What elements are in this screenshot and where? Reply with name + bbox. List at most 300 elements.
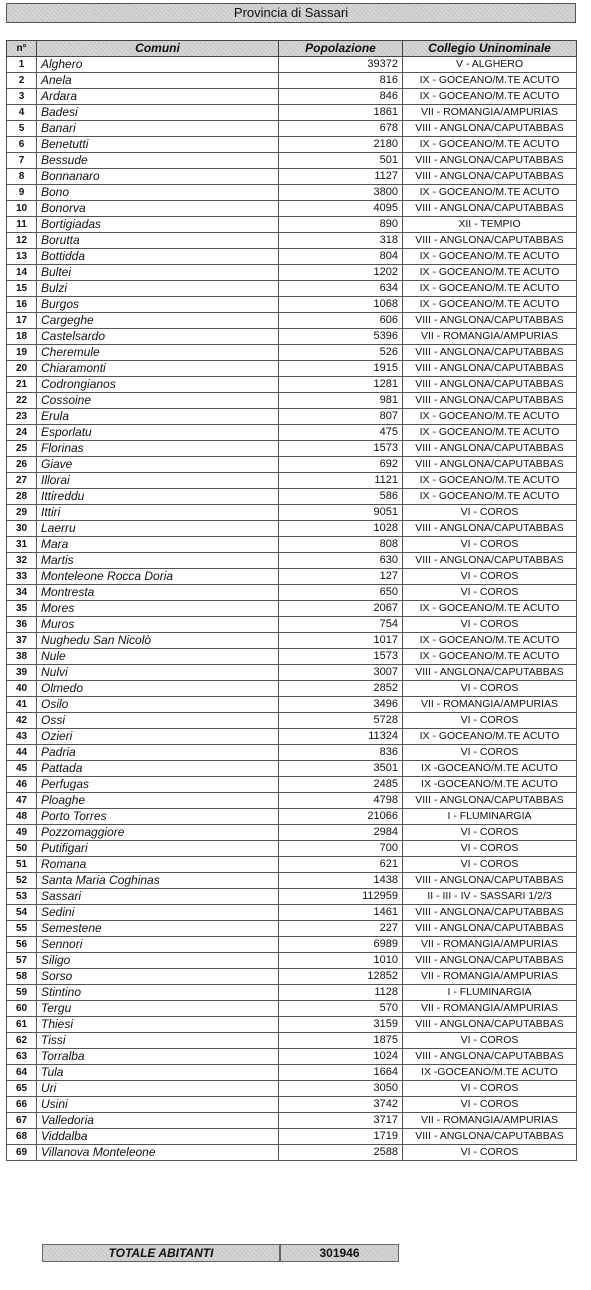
- population-value: 5396: [279, 329, 403, 345]
- row-number: 58: [7, 969, 37, 985]
- row-number: 5: [7, 121, 37, 137]
- collegio-value: VIII - ANGLONA/CAPUTABBAS: [403, 121, 577, 137]
- population-value: 1281: [279, 377, 403, 393]
- collegio-value: VII - ROMANGIA/AMPURIAS: [403, 1113, 577, 1129]
- row-number: 31: [7, 537, 37, 553]
- population-value: 1017: [279, 633, 403, 649]
- population-value: 1028: [279, 521, 403, 537]
- row-number: 7: [7, 153, 37, 169]
- row-number: 35: [7, 601, 37, 617]
- comune-name: Padria: [37, 745, 279, 761]
- collegio-value: IX - GOCEANO/M.TE ACUTO: [403, 409, 577, 425]
- row-number: 54: [7, 905, 37, 921]
- total-label: TOTALE ABITANTI: [42, 1244, 280, 1262]
- population-value: 804: [279, 249, 403, 265]
- comune-name: Borutta: [37, 233, 279, 249]
- table-row: [7, 409, 577, 425]
- table-row: [7, 969, 577, 985]
- comune-name: Pozzomaggiore: [37, 825, 279, 841]
- comune-name: Thiesi: [37, 1017, 279, 1033]
- table-row: [7, 57, 577, 73]
- row-number: 19: [7, 345, 37, 361]
- table-row: [7, 745, 577, 761]
- population-value: 1461: [279, 905, 403, 921]
- table-row: [7, 121, 577, 137]
- comune-name: Uri: [37, 1081, 279, 1097]
- population-value: 1861: [279, 105, 403, 121]
- population-value: 11324: [279, 729, 403, 745]
- row-number: 61: [7, 1017, 37, 1033]
- table-row: [7, 825, 577, 841]
- comune-name: Bortigiadas: [37, 217, 279, 233]
- population-value: 2984: [279, 825, 403, 841]
- table-row: [7, 1097, 577, 1113]
- collegio-value: VIII - ANGLONA/CAPUTABBAS: [403, 905, 577, 921]
- row-number: 52: [7, 873, 37, 889]
- table-row: [7, 249, 577, 265]
- comune-name: Cargeghe: [37, 313, 279, 329]
- collegio-value: VI - COROS: [403, 505, 577, 521]
- table-row: [7, 1001, 577, 1017]
- table-row: [7, 313, 577, 329]
- comune-name: Bono: [37, 185, 279, 201]
- comune-name: Monteleone Rocca Doria: [37, 569, 279, 585]
- table-row: [7, 201, 577, 217]
- collegio-value: VI - COROS: [403, 825, 577, 841]
- comune-name: Bessude: [37, 153, 279, 169]
- row-number: 10: [7, 201, 37, 217]
- comune-name: Erula: [37, 409, 279, 425]
- table-row: [7, 89, 577, 105]
- row-number: 27: [7, 473, 37, 489]
- collegio-value: VIII - ANGLONA/CAPUTABBAS: [403, 345, 577, 361]
- row-number: 49: [7, 825, 37, 841]
- comune-name: Cheremule: [37, 345, 279, 361]
- comune-name: Ardara: [37, 89, 279, 105]
- collegio-value: IX - GOCEANO/M.TE ACUTO: [403, 137, 577, 153]
- table-row: [7, 377, 577, 393]
- table-row: [7, 585, 577, 601]
- population-value: 318: [279, 233, 403, 249]
- comune-name: Putifigari: [37, 841, 279, 857]
- population-value: 2588: [279, 1145, 403, 1161]
- collegio-value: VIII - ANGLONA/CAPUTABBAS: [403, 1129, 577, 1145]
- collegio-value: VIII - ANGLONA/CAPUTABBAS: [403, 233, 577, 249]
- comune-name: Anela: [37, 73, 279, 89]
- comune-name: Banari: [37, 121, 279, 137]
- collegio-value: VII - ROMANGIA/AMPURIAS: [403, 1001, 577, 1017]
- collegio-value: VIII - ANGLONA/CAPUTABBAS: [403, 393, 577, 409]
- collegio-value: IX - GOCEANO/M.TE ACUTO: [403, 249, 577, 265]
- population-value: 9051: [279, 505, 403, 521]
- comune-name: Ittireddu: [37, 489, 279, 505]
- population-value: 692: [279, 457, 403, 473]
- comune-name: Porto Torres: [37, 809, 279, 825]
- table-row: [7, 169, 577, 185]
- collegio-value: IX - GOCEANO/M.TE ACUTO: [403, 729, 577, 745]
- table-row: [7, 777, 577, 793]
- collegio-value: IX - GOCEANO/M.TE ACUTO: [403, 649, 577, 665]
- header-num: n°: [7, 41, 37, 57]
- population-value: 808: [279, 537, 403, 553]
- row-number: 57: [7, 953, 37, 969]
- collegio-value: VIII - ANGLONA/CAPUTABBAS: [403, 1049, 577, 1065]
- comune-name: Tissi: [37, 1033, 279, 1049]
- collegio-value: IX - GOCEANO/M.TE ACUTO: [403, 489, 577, 505]
- comune-name: Chiaramonti: [37, 361, 279, 377]
- row-number: 34: [7, 585, 37, 601]
- comune-name: Siligo: [37, 953, 279, 969]
- row-number: 50: [7, 841, 37, 857]
- population-value: 807: [279, 409, 403, 425]
- collegio-value: IX - GOCEANO/M.TE ACUTO: [403, 633, 577, 649]
- header-comuni: Comuni: [37, 41, 279, 57]
- comune-name: Badesi: [37, 105, 279, 121]
- table-row: [7, 841, 577, 857]
- row-number: 22: [7, 393, 37, 409]
- collegio-value: VII - ROMANGIA/AMPURIAS: [403, 697, 577, 713]
- table-row: [7, 873, 577, 889]
- table-row: [7, 937, 577, 953]
- collegio-value: IX - GOCEANO/M.TE ACUTO: [403, 73, 577, 89]
- population-value: 39372: [279, 57, 403, 73]
- row-number: 2: [7, 73, 37, 89]
- population-value: 1438: [279, 873, 403, 889]
- population-value: 606: [279, 313, 403, 329]
- collegio-value: VIII - ANGLONA/CAPUTABBAS: [403, 313, 577, 329]
- population-value: 1573: [279, 441, 403, 457]
- table-row: [7, 137, 577, 153]
- population-value: 4095: [279, 201, 403, 217]
- population-value: 570: [279, 1001, 403, 1017]
- collegio-value: VI - COROS: [403, 1145, 577, 1161]
- row-number: 36: [7, 617, 37, 633]
- table-row: [7, 1049, 577, 1065]
- row-number: 24: [7, 425, 37, 441]
- table-row: [7, 809, 577, 825]
- population-value: 2485: [279, 777, 403, 793]
- table-row: [7, 985, 577, 1001]
- table-row: [7, 185, 577, 201]
- table-row: [7, 793, 577, 809]
- row-number: 8: [7, 169, 37, 185]
- table-row: [7, 857, 577, 873]
- row-number: 25: [7, 441, 37, 457]
- row-number: 30: [7, 521, 37, 537]
- row-number: 67: [7, 1113, 37, 1129]
- population-value: 12852: [279, 969, 403, 985]
- row-number: 44: [7, 745, 37, 761]
- comune-name: Osilo: [37, 697, 279, 713]
- population-table: [6, 40, 577, 1161]
- population-value: 1202: [279, 265, 403, 281]
- collegio-value: VI - COROS: [403, 569, 577, 585]
- population-value: 846: [279, 89, 403, 105]
- population-value: 3496: [279, 697, 403, 713]
- row-number: 21: [7, 377, 37, 393]
- collegio-value: VIII - ANGLONA/CAPUTABBAS: [403, 953, 577, 969]
- table-body: [7, 57, 577, 1161]
- collegio-value: IX - GOCEANO/M.TE ACUTO: [403, 473, 577, 489]
- table-row: [7, 1113, 577, 1129]
- comune-name: Cossoine: [37, 393, 279, 409]
- row-number: 13: [7, 249, 37, 265]
- table-row: [7, 921, 577, 937]
- population-value: 526: [279, 345, 403, 361]
- row-number: 29: [7, 505, 37, 521]
- row-number: 14: [7, 265, 37, 281]
- collegio-value: IX -GOCEANO/M.TE ACUTO: [403, 777, 577, 793]
- comune-name: Bottidda: [37, 249, 279, 265]
- collegio-value: VIII - ANGLONA/CAPUTABBAS: [403, 361, 577, 377]
- table-row: [7, 697, 577, 713]
- comune-name: Viddalba: [37, 1129, 279, 1145]
- comune-name: Illorai: [37, 473, 279, 489]
- population-value: 1915: [279, 361, 403, 377]
- collegio-value: IX - GOCEANO/M.TE ACUTO: [403, 425, 577, 441]
- population-value: 227: [279, 921, 403, 937]
- table-row: [7, 569, 577, 585]
- comune-name: Alghero: [37, 57, 279, 73]
- table-row: [7, 329, 577, 345]
- table-row: [7, 425, 577, 441]
- population-value: 2852: [279, 681, 403, 697]
- collegio-value: IX - GOCEANO/M.TE ACUTO: [403, 297, 577, 313]
- comune-name: Codrongianos: [37, 377, 279, 393]
- collegio-value: I - FLUMINARGIA: [403, 985, 577, 1001]
- table-row: [7, 1017, 577, 1033]
- comune-name: Santa Maria Coghinas: [37, 873, 279, 889]
- table-row: [7, 297, 577, 313]
- row-number: 46: [7, 777, 37, 793]
- table-row: [7, 665, 577, 681]
- population-value: 1010: [279, 953, 403, 969]
- collegio-value: I - FLUMINARGIA: [403, 809, 577, 825]
- row-number: 53: [7, 889, 37, 905]
- comune-name: Nule: [37, 649, 279, 665]
- row-number: 59: [7, 985, 37, 1001]
- comune-name: Sorso: [37, 969, 279, 985]
- population-value: 3159: [279, 1017, 403, 1033]
- comune-name: Villanova Monteleone: [37, 1145, 279, 1161]
- collegio-value: VI - COROS: [403, 1081, 577, 1097]
- population-value: 650: [279, 585, 403, 601]
- comune-name: Burgos: [37, 297, 279, 313]
- table-row: [7, 633, 577, 649]
- population-value: 634: [279, 281, 403, 297]
- comune-name: Florinas: [37, 441, 279, 457]
- collegio-value: VII - ROMANGIA/AMPURIAS: [403, 105, 577, 121]
- collegio-value: VII - ROMANGIA/AMPURIAS: [403, 937, 577, 953]
- row-number: 40: [7, 681, 37, 697]
- population-value: 475: [279, 425, 403, 441]
- row-number: 66: [7, 1097, 37, 1113]
- population-value: 1573: [279, 649, 403, 665]
- population-value: 890: [279, 217, 403, 233]
- comune-name: Montresta: [37, 585, 279, 601]
- collegio-value: XII - TEMPIO: [403, 217, 577, 233]
- row-number: 4: [7, 105, 37, 121]
- table-row: [7, 489, 577, 505]
- population-value: 836: [279, 745, 403, 761]
- collegio-value: VI - COROS: [403, 617, 577, 633]
- population-value: 586: [279, 489, 403, 505]
- population-value: 816: [279, 73, 403, 89]
- collegio-value: VI - COROS: [403, 537, 577, 553]
- population-value: 1875: [279, 1033, 403, 1049]
- population-value: 3501: [279, 761, 403, 777]
- collegio-value: VIII - ANGLONA/CAPUTABBAS: [403, 921, 577, 937]
- population-value: 3717: [279, 1113, 403, 1129]
- population-value: 3800: [279, 185, 403, 201]
- comune-name: Stintino: [37, 985, 279, 1001]
- comune-name: Martis: [37, 553, 279, 569]
- collegio-value: VIII - ANGLONA/CAPUTABBAS: [403, 457, 577, 473]
- row-number: 32: [7, 553, 37, 569]
- collegio-value: IX - GOCEANO/M.TE ACUTO: [403, 601, 577, 617]
- header-popolazione: Popolazione: [279, 41, 403, 57]
- comune-name: Bulzi: [37, 281, 279, 297]
- row-number: 37: [7, 633, 37, 649]
- comune-name: Muros: [37, 617, 279, 633]
- comune-name: Mores: [37, 601, 279, 617]
- page-title: Provincia di Sassari: [6, 3, 576, 23]
- comune-name: Perfugas: [37, 777, 279, 793]
- row-number: 48: [7, 809, 37, 825]
- comune-name: Semestene: [37, 921, 279, 937]
- row-number: 17: [7, 313, 37, 329]
- collegio-value: VI - COROS: [403, 841, 577, 857]
- comune-name: Giave: [37, 457, 279, 473]
- collegio-value: II - III - IV - SASSARI 1/2/3: [403, 889, 577, 905]
- collegio-value: VI - COROS: [403, 745, 577, 761]
- row-number: 69: [7, 1145, 37, 1161]
- collegio-value: VI - COROS: [403, 585, 577, 601]
- table-row: [7, 153, 577, 169]
- collegio-value: IX - GOCEANO/M.TE ACUTO: [403, 185, 577, 201]
- row-number: 18: [7, 329, 37, 345]
- population-value: 1121: [279, 473, 403, 489]
- comune-name: Laerru: [37, 521, 279, 537]
- row-number: 6: [7, 137, 37, 153]
- row-number: 47: [7, 793, 37, 809]
- collegio-value: VIII - ANGLONA/CAPUTABBAS: [403, 521, 577, 537]
- comune-name: Bonorva: [37, 201, 279, 217]
- comune-name: Bultei: [37, 265, 279, 281]
- table-row: [7, 233, 577, 249]
- comune-name: Ozieri: [37, 729, 279, 745]
- table-row: [7, 441, 577, 457]
- population-value: 1068: [279, 297, 403, 313]
- population-value: 501: [279, 153, 403, 169]
- table-row: [7, 905, 577, 921]
- comune-name: Sedini: [37, 905, 279, 921]
- comune-name: Mara: [37, 537, 279, 553]
- row-number: 42: [7, 713, 37, 729]
- collegio-value: VIII - ANGLONA/CAPUTABBAS: [403, 201, 577, 217]
- row-number: 41: [7, 697, 37, 713]
- row-number: 1: [7, 57, 37, 73]
- collegio-value: VIII - ANGLONA/CAPUTABBAS: [403, 553, 577, 569]
- comune-name: Tula: [37, 1065, 279, 1081]
- collegio-value: VI - COROS: [403, 1033, 577, 1049]
- collegio-value: VIII - ANGLONA/CAPUTABBAS: [403, 873, 577, 889]
- table-row: [7, 761, 577, 777]
- collegio-value: VIII - ANGLONA/CAPUTABBAS: [403, 169, 577, 185]
- comune-name: Tergu: [37, 1001, 279, 1017]
- table-row: [7, 1065, 577, 1081]
- population-value: 3007: [279, 665, 403, 681]
- comune-name: Sennori: [37, 937, 279, 953]
- population-value: 700: [279, 841, 403, 857]
- population-value: 5728: [279, 713, 403, 729]
- row-number: 63: [7, 1049, 37, 1065]
- population-value: 112959: [279, 889, 403, 905]
- collegio-value: VIII - ANGLONA/CAPUTABBAS: [403, 1017, 577, 1033]
- collegio-value: IX -GOCEANO/M.TE ACUTO: [403, 1065, 577, 1081]
- comune-name: Esporlatu: [37, 425, 279, 441]
- table-row: [7, 217, 577, 233]
- table-row: [7, 1145, 577, 1161]
- table-row: [7, 729, 577, 745]
- comune-name: Ossi: [37, 713, 279, 729]
- table-row: [7, 601, 577, 617]
- row-number: 39: [7, 665, 37, 681]
- row-number: 9: [7, 185, 37, 201]
- table-row: [7, 553, 577, 569]
- population-value: 3742: [279, 1097, 403, 1113]
- table-row: [7, 473, 577, 489]
- collegio-value: V - ALGHERO: [403, 57, 577, 73]
- row-number: 20: [7, 361, 37, 377]
- population-value: 1664: [279, 1065, 403, 1081]
- comune-name: Romana: [37, 857, 279, 873]
- population-value: 678: [279, 121, 403, 137]
- table-header-row: [7, 41, 577, 57]
- population-value: 1719: [279, 1129, 403, 1145]
- row-number: 11: [7, 217, 37, 233]
- row-number: 33: [7, 569, 37, 585]
- header-collegio: Collegio Uninominale: [403, 41, 577, 57]
- population-value: 621: [279, 857, 403, 873]
- table-row: [7, 521, 577, 537]
- table-row: [7, 617, 577, 633]
- table-row: [7, 73, 577, 89]
- table-row: [7, 649, 577, 665]
- collegio-value: VIII - ANGLONA/CAPUTABBAS: [403, 377, 577, 393]
- row-number: 55: [7, 921, 37, 937]
- comune-name: Ittiri: [37, 505, 279, 521]
- table-row: [7, 281, 577, 297]
- comune-name: Ploaghe: [37, 793, 279, 809]
- table-row: [7, 953, 577, 969]
- row-number: 60: [7, 1001, 37, 1017]
- population-value: 6989: [279, 937, 403, 953]
- collegio-value: VII - ROMANGIA/AMPURIAS: [403, 969, 577, 985]
- table-row: [7, 361, 577, 377]
- collegio-value: VII - ROMANGIA/AMPURIAS: [403, 329, 577, 345]
- row-number: 62: [7, 1033, 37, 1049]
- comune-name: Torralba: [37, 1049, 279, 1065]
- row-number: 3: [7, 89, 37, 105]
- collegio-value: VI - COROS: [403, 713, 577, 729]
- collegio-value: VI - COROS: [403, 681, 577, 697]
- row-number: 51: [7, 857, 37, 873]
- collegio-value: VIII - ANGLONA/CAPUTABBAS: [403, 153, 577, 169]
- population-value: 2180: [279, 137, 403, 153]
- row-number: 23: [7, 409, 37, 425]
- collegio-value: VI - COROS: [403, 857, 577, 873]
